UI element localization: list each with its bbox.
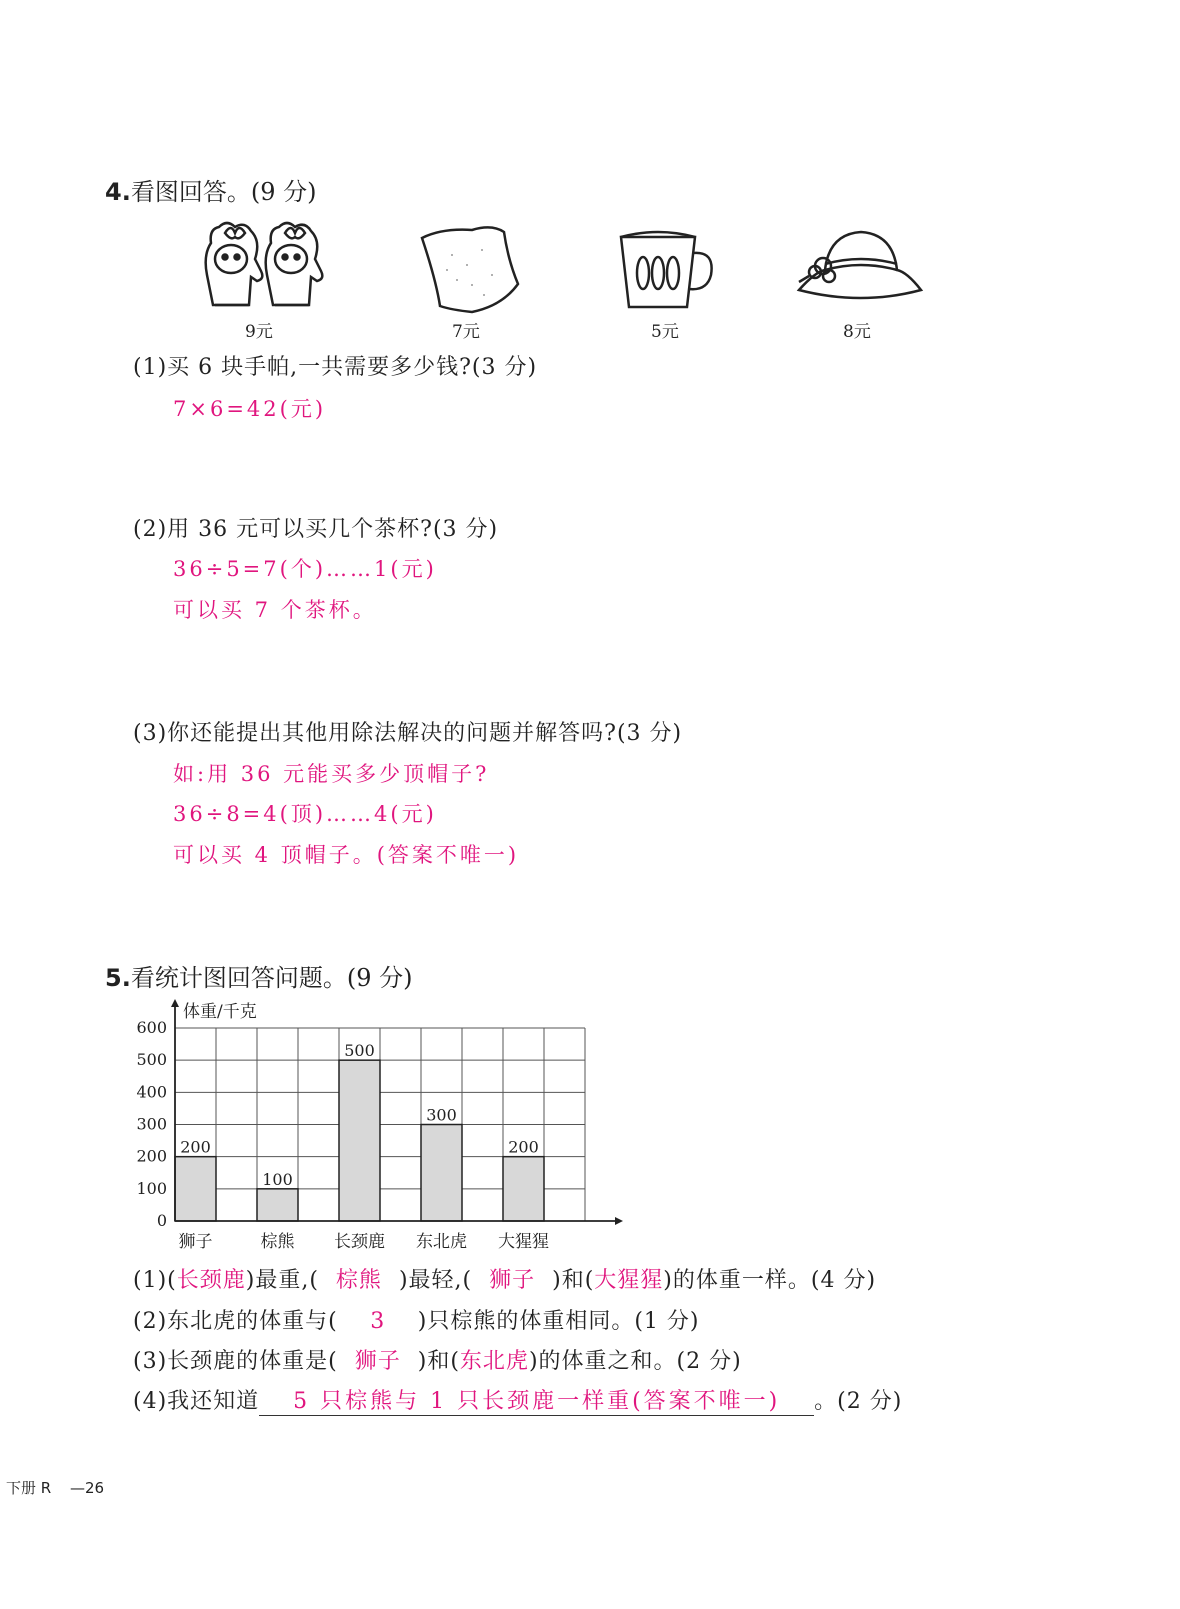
bar-value-label: 100 (262, 1169, 293, 1189)
q4-part3-answer-line1: 如:用 36 元能买多少顶帽子? (173, 762, 490, 786)
q4-part2-question: (2)用 36 元可以买几个茶杯?(3 分) (133, 517, 499, 542)
y-tick-label: 400 (136, 1082, 167, 1102)
q5-p3-t1: (3)长颈鹿的体重是( (133, 1349, 338, 1374)
q5-p2-t2: )只棕熊的体重相同。(1 分) (417, 1309, 700, 1334)
y-tick-label: 100 (136, 1178, 167, 1198)
q5-p3-t3: )的体重之和。(2 分) (528, 1349, 742, 1374)
q5-p4-t2: 。(2 分) (814, 1389, 903, 1414)
y-tick-label: 200 (136, 1146, 167, 1166)
q5-part3 (133, 1344, 742, 1375)
q5-title-text: 看统计图回答问题。(9 分) (130, 964, 413, 992)
q5-p1-answer-same2: 大猩猩 (594, 1268, 664, 1293)
q5-part4 (133, 1384, 902, 1416)
y-tick-label: 0 (156, 1211, 167, 1230)
q5-part1 (133, 1263, 876, 1294)
x-tick-label: 长颈鹿 (334, 1232, 385, 1252)
y-axis-label: 体重/千克 (183, 1002, 257, 1022)
x-tick-label: 狮子 (178, 1232, 213, 1252)
q4-part3-answer-line3: 可以买 4 顶帽子。(答案不唯一) (173, 843, 520, 867)
q5-p1-answer-heaviest: 长颈鹿 (176, 1268, 246, 1293)
q4-number: 4. (105, 178, 131, 206)
q5-p3-t2: )和( (417, 1349, 460, 1374)
x-tick-label: 东北虎 (416, 1232, 467, 1252)
cup-item (613, 215, 753, 340)
q4-part1-question: (1)买 6 块手帕,一共需要多少钱?(3 分) (133, 355, 538, 380)
hat-icon (795, 220, 925, 320)
handkerchief-price: 7元 (452, 322, 480, 342)
y-axis-arrow (171, 999, 179, 1007)
hat-item (795, 215, 935, 340)
q4-part2-answer-line1: 36÷5=7(个)……1(元) (173, 557, 437, 581)
q4-part3-question: (3)你还能提出其他用除法解决的问题并解答吗?(3 分) (133, 721, 683, 746)
bar-value-label: 500 (344, 1041, 375, 1061)
bar (257, 1189, 298, 1221)
q4-part3-answer-line2: 36÷8=4(顶)……4(元) (173, 802, 437, 826)
bar-value-label: 300 (426, 1105, 457, 1125)
gloves-item (195, 215, 335, 340)
q5-p1-t2: )最重,( (245, 1268, 319, 1293)
hat-price: 8元 (843, 322, 871, 342)
q4-title-text: 看图回答。(9 分) (130, 178, 317, 206)
page-footer (6, 1477, 104, 1498)
cup-icon (613, 225, 723, 325)
q5-p1-t3: )最轻,( (398, 1268, 473, 1293)
q5-p4-answer: 5 只棕熊与 1 只长颈鹿一样重(答案不唯一) (259, 1384, 814, 1416)
y-tick-label: 500 (136, 1050, 167, 1070)
q5-p3-answer1: 狮子 (354, 1349, 401, 1374)
gloves-price: 9元 (245, 322, 273, 342)
bar-value-label: 200 (508, 1137, 539, 1157)
q5-p4-t1: (4)我还知道 (133, 1389, 260, 1414)
bar-value-label: 200 (180, 1137, 211, 1157)
q5-p3-answer2: 东北虎 (459, 1349, 529, 1374)
q4-part2-answer-line2: 可以买 7 个茶杯。 (173, 598, 377, 622)
q5-title (105, 958, 412, 993)
handkerchief-item (412, 215, 552, 340)
q4-title (105, 172, 316, 207)
q5-p1-answer-same1: 狮子 (489, 1268, 536, 1293)
q5-p2-answer: 3 (370, 1309, 386, 1334)
bar (421, 1125, 462, 1222)
q4-part1-answer: 7×6=42(元) (173, 397, 327, 421)
bar-chart (125, 995, 625, 1255)
bar (175, 1157, 216, 1221)
handkerchief-icon (412, 220, 522, 320)
x-tick-label: 大猩猩 (498, 1232, 549, 1252)
page-number: —26 (69, 1479, 105, 1497)
y-tick-label: 600 (136, 1018, 167, 1037)
y-tick-label: 300 (136, 1114, 167, 1134)
q5-p1-t1: (1)( (133, 1268, 177, 1293)
q5-p2-t1: (2)东北虎的体重与( (133, 1309, 338, 1334)
footer-text: 下册 R (6, 1479, 52, 1497)
q5-p1-answer-lightest: 棕熊 (335, 1268, 382, 1293)
bar (503, 1157, 544, 1221)
gloves-icon (195, 215, 345, 315)
cup-price: 5元 (651, 322, 679, 342)
x-tick-label: 棕熊 (260, 1232, 295, 1252)
x-axis-arrow (615, 1217, 623, 1225)
q5-p1-t5: )的体重一样。(4 分) (663, 1268, 877, 1293)
q5-number: 5. (105, 964, 131, 992)
bar (339, 1060, 380, 1221)
q5-part2 (133, 1304, 700, 1335)
q5-p1-t4: )和( (552, 1268, 595, 1293)
